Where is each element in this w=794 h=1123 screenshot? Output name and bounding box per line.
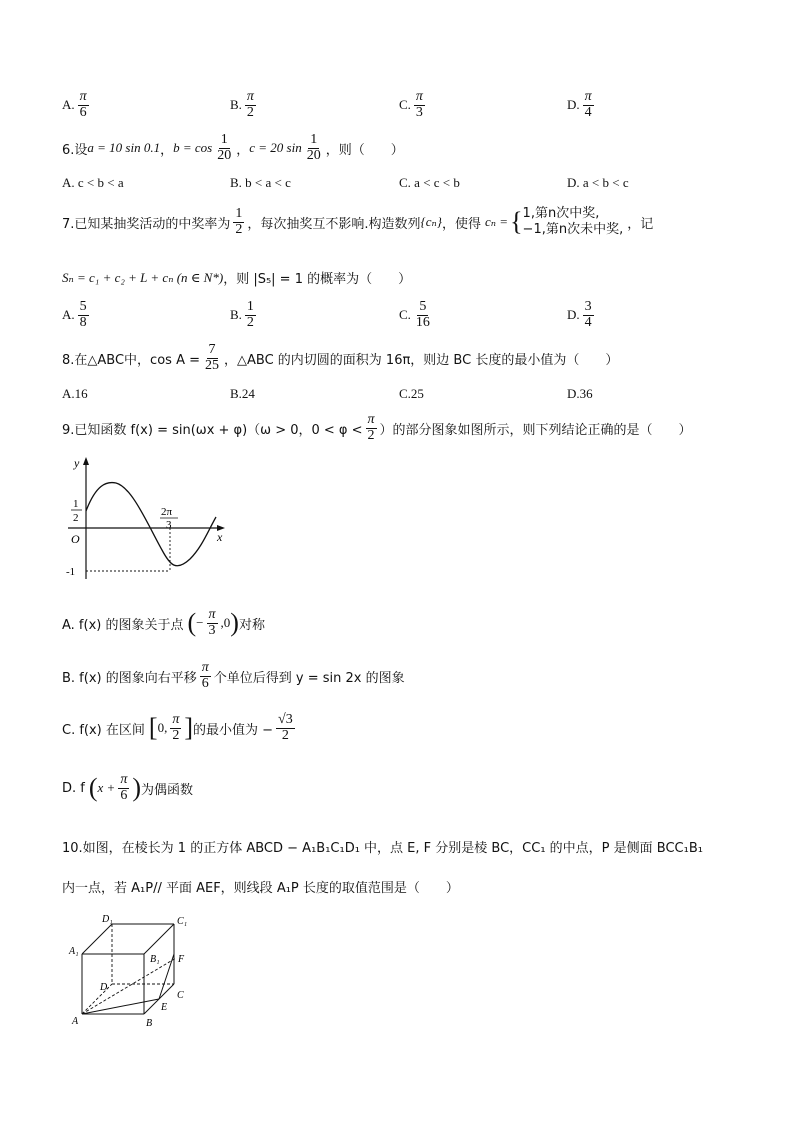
edge-A1D1	[82, 924, 112, 954]
y-arrow-icon	[83, 457, 89, 465]
q9-stem: 9.已知函数 f(x) = sin(ωx + φ)（ω > 0，0 < φ < $\frac{\pi}{2}$ ）的部分图象如图所示，则下列结论正确的是（ ）	[62, 412, 692, 443]
q9-option-b: B. f(x) 的图象向右平移 $\frac{\pi}{6}$ 个单位后得到 y = sin 2x 的图象	[62, 660, 405, 691]
edge-EF	[159, 954, 174, 999]
tick-num: 2π	[161, 506, 173, 518]
q8-option-b: B.24	[230, 386, 255, 401]
svg-text:C₁: C₁	[177, 916, 188, 927]
origin-label: O	[71, 532, 80, 546]
edge-AE	[82, 999, 159, 1014]
svg-text:E: E	[161, 1002, 168, 1013]
q6-option-c: C. a < c < b	[399, 175, 460, 190]
q5-option-b: B. $\frac{\pi}{2}$	[230, 89, 254, 120]
q10-stem-line1: 10.如图，在棱长为 1 的正方体 ABCD − A₁B₁C₁D₁ 中，点 E, F 分别是棱 BC，CC₁ 的中点，P 是侧面 BCC₁B₁	[62, 841, 703, 856]
q9-sine-graph	[62, 455, 232, 585]
q9-option-d: D. f ( x + $\frac{\pi}{6}$ ) 为偶函数	[62, 772, 194, 803]
tick-den: 3	[166, 519, 172, 531]
q8-option-a: A.16	[62, 386, 88, 401]
half-num: 1	[73, 498, 79, 510]
svg-text:B₁: B₁	[150, 954, 160, 965]
svg-text:F: F	[178, 954, 185, 965]
svg-text:A₁: A₁	[69, 946, 79, 957]
half-den: 2	[73, 512, 79, 524]
q9-option-a: A. f(x) 的图象关于点 ( − $\frac{\pi}{3}$ ,0 ) 对称	[62, 607, 265, 638]
edge-B1C1	[144, 924, 174, 954]
svg-text:D₁: D₁	[102, 914, 113, 925]
x-label: x	[217, 530, 223, 544]
q7-option-d: D. $\frac{3}{4}$	[567, 299, 592, 330]
q10-stem-line2: 内一点，若 A₁P// 平面 AEF，则线段 A₁P 长度的取值范围是（ ）	[62, 881, 459, 896]
svg-text:D: D	[100, 982, 108, 993]
q8-option-d: D.36	[567, 386, 593, 401]
q8-option-c: C.25	[399, 386, 424, 401]
svg-text:A: A	[72, 1016, 79, 1027]
y-label: y	[74, 456, 80, 470]
q7-option-b: B. $\frac{1}{2}$	[230, 299, 254, 330]
q7-option-a: A. $\frac{5}{8}$	[62, 299, 87, 330]
q8-stem: 8.在△ABC中，cos A = $\frac{7}{25}$ ，△ABC 的内切圆的面积为 16π，则边 BC 长度的最小值为（ ）	[62, 342, 619, 373]
q10-cube-figure	[62, 910, 202, 1030]
q5-option-d: D. $\frac{\pi}{4}$	[567, 89, 592, 120]
q6-option-a: A. c < b < a	[62, 175, 124, 190]
svg-text:C: C	[177, 990, 184, 1001]
q7-stem-line1: 7.已知某抽奖活动的中奖率为 $\frac{1}{2}$ ，每次抽奖互不影响.构造数列 {cₙ} ，使得 cₙ = { 1,第n次中奖, −1,第n次未中奖, ，记	[62, 206, 654, 238]
q7-stem-line2: Sₙ = c₁ + c₂ + L + cₙ (n ∈ N*) ，则 |S₅| = 1 的概率为（ ）	[62, 269, 412, 287]
q7-option-c: C. $\frac{5}{16}$	[399, 299, 430, 330]
q6-stem: 6.设 a = 10 sin 0.1 ， b = cos $\frac{1}{20}$ ， c = 20 sin $\frac{1}{20}$ ，则（ ）	[62, 132, 404, 163]
sine-curve	[86, 483, 216, 566]
neg-one-label: -1	[66, 566, 76, 578]
q6-option-d: D. a < b < c	[567, 175, 629, 190]
q9-option-c: C. f(x) 在区间 [ 0, $\frac{\pi}{2}$ ] 的最小值为 − $\frac{√3}{2}$	[62, 712, 293, 743]
q6-option-b: B. b < a < c	[230, 175, 291, 190]
q5-option-a: A. $\frac{\pi}{6}$	[62, 89, 87, 120]
svg-text:B: B	[146, 1018, 153, 1029]
q5-option-c: C. $\frac{\pi}{3}$	[399, 89, 423, 120]
q7-cases: 1,第n次中奖, −1,第n次未中奖,	[522, 206, 624, 238]
